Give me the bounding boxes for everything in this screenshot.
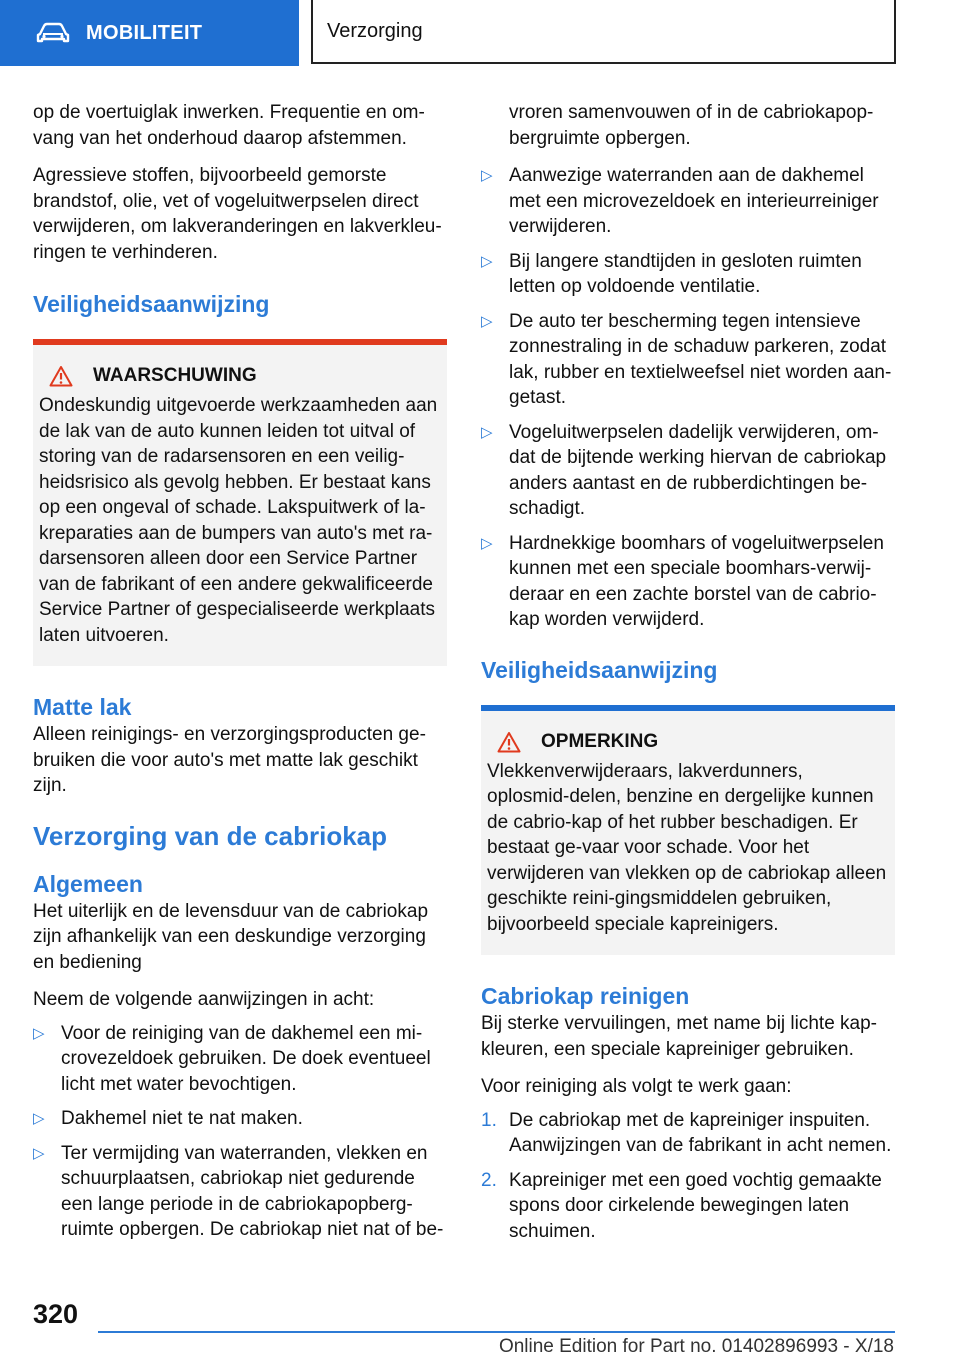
page-number: 320 xyxy=(33,1299,79,1329)
car-icon xyxy=(36,22,70,44)
list-item: ▷ Aanwezige waterranden aan de dakhemel met een microvezeldoek en interieurreiniger verwijderen. xyxy=(481,163,895,240)
intro-paragraph-1: op de voertuiglak inwerken. Frequentie en om-vang van het onderhoud daarop afstemmen. xyxy=(33,102,425,149)
bullet-triangle-icon: ▷ xyxy=(33,1024,45,1042)
list-item: ▷ Voor de reiniging van de dakhemel een mi-crovezeldoek gebruiken. De doek eventueel licht met water bevochtigen. xyxy=(33,1021,447,1098)
intro-paragraph-2: Agressieve stoffen, bijvoorbeeld gemorste brandstof, olie, vet of vogeluitwerpselen direct verwijderen, om lakveranderingen en lakverkleu-ringen te verhinderen. xyxy=(33,165,442,263)
safety-heading-2: Veiligheidsaanwijzing xyxy=(481,656,718,683)
note-title xyxy=(487,731,887,753)
instructions-intro: Neem de volgende aanwijzingen in acht: xyxy=(33,989,375,1010)
bullet-triangle-icon: ▷ xyxy=(481,252,493,270)
chapter-label: MOBILITEIT xyxy=(86,21,203,44)
matte-heading: Matte lak xyxy=(33,694,132,720)
note-title-text: OPMERKING xyxy=(541,730,659,752)
clean-text: Bij sterke vervuilingen, met name bij lichte kap-kleuren, een speciale kapreiniger gebruiken. xyxy=(481,1013,878,1060)
steps-intro: Voor reiniging als volgt te werk gaan: xyxy=(481,1076,792,1097)
continuation-text: vroren samenvouwen of in de cabriokapop-bergruimte opbergen. xyxy=(509,102,874,149)
right-column xyxy=(481,100,895,1253)
warning-triangle-icon xyxy=(497,731,521,753)
list-item: 1. De cabriokap met de kapreiniger inspuiten. Aanwijzingen van de fabrikant in acht nemen. xyxy=(481,1108,895,1159)
list-item: ▷ Hardnekkige boomhars of vogeluitwerpselen kunnen met een speciale boomhars-verwij-deraar en een zachte borstel van de cabrio-kap worden verwijderd. xyxy=(481,531,895,633)
bullet-triangle-icon: ▷ xyxy=(33,1144,45,1162)
main-heading: Verzorging van de cabriokap xyxy=(33,820,387,851)
bullet-triangle-icon: ▷ xyxy=(481,423,493,441)
note-text: Vlekkenverwijderaars, lakverdunners, oplosmid-delen, benzine en dergelijke kunnen de cabrio-kap of het rubber beschadigen. Er bestaat ge-vaar voor schade. Voor het verwijderen van vlekken op de cabriokap alleen geschikte reini-gingsmiddelen gebruiken, bijvoorbeeld speciale kapreinigers. xyxy=(487,760,887,935)
list-item: ▷ De auto ter bescherming tegen intensieve zonnestraling in de schaduw parkeren, zodat lak, rubber en textielweefsel niet worden aan-getast. xyxy=(481,309,895,411)
warning-text: Ondeskundig uitgevoerde werkzaamheden aan de lak van de auto kunnen leiden tot uitval of storing van de radarsensoren en een veilig-heidsrisico als gevolg hebben. Er bestaat kans op een ongeval of schade. Lakspuitwerk of la-kreparaties aan de bumpers van auto's met ra-darsensoren alleen door een Service Partner van de fabrikant of een andere gekwalificeerde Service Partner of gespecialiseerde werkplaats laten uitvoeren. xyxy=(39,395,438,646)
footer-divider xyxy=(98,1331,895,1333)
warning-title-text: WAARSCHUWING xyxy=(93,365,257,386)
warning-box xyxy=(33,339,447,666)
step-number: 2. xyxy=(481,1169,497,1191)
note-box xyxy=(481,705,895,956)
list-item: ▷ Bij langere standtijden in gesloten ruimten letten op voldoende ventilatie. xyxy=(481,249,895,300)
bullet-triangle-icon: ▷ xyxy=(481,312,493,330)
chapter-tab[interactable] xyxy=(0,0,299,66)
edition-text: Online Edition for Part no. 01402896993 - X/18 xyxy=(498,1336,894,1357)
general-text: Het uiterlijk en de levensduur van de cabriokap zijn afhankelijk van een deskundige verzorging en bediening xyxy=(33,900,429,973)
matte-text: Alleen reinigings- en verzorgingsproducten ge-bruiken die voor auto's met matte lak geschikt zijn. xyxy=(33,724,426,796)
general-heading: Algemeen xyxy=(33,870,143,897)
step-number: 1. xyxy=(481,1109,497,1131)
safety-heading: Veiligheidsaanwijzing xyxy=(33,291,270,317)
bullet-triangle-icon: ▷ xyxy=(33,1110,45,1127)
list-item: ▷ Dakhemel niet te nat maken. xyxy=(33,1106,447,1132)
bullet-triangle-icon: ▷ xyxy=(481,534,493,552)
clean-heading: Cabriokap reinigen xyxy=(481,983,690,1009)
list-item: 2. Kapreiniger met een goed vochtig gemaakte spons door cirkelende bewegingen laten schuimen. xyxy=(481,1168,895,1245)
warning-title xyxy=(39,365,439,387)
list-item: ▷ Ter vermijding van waterranden, vlekken en schuurplaatsen, cabriokap niet gedurende een lange periode in de cabriokapopberg-ruimte opbergen. De cabriokap niet nat of be- xyxy=(33,1141,447,1243)
section-title: Verzorging xyxy=(311,0,896,64)
bullet-triangle-icon: ▷ xyxy=(481,167,493,184)
left-column xyxy=(33,100,447,1252)
list-item: ▷ Vogeluitwerpselen dadelijk verwijderen, om-dat de bijtende werking hiervan de cabriokap anders aantast en de rubberdichtingen be-schadigt. xyxy=(481,420,895,522)
warning-triangle-icon xyxy=(49,365,73,387)
